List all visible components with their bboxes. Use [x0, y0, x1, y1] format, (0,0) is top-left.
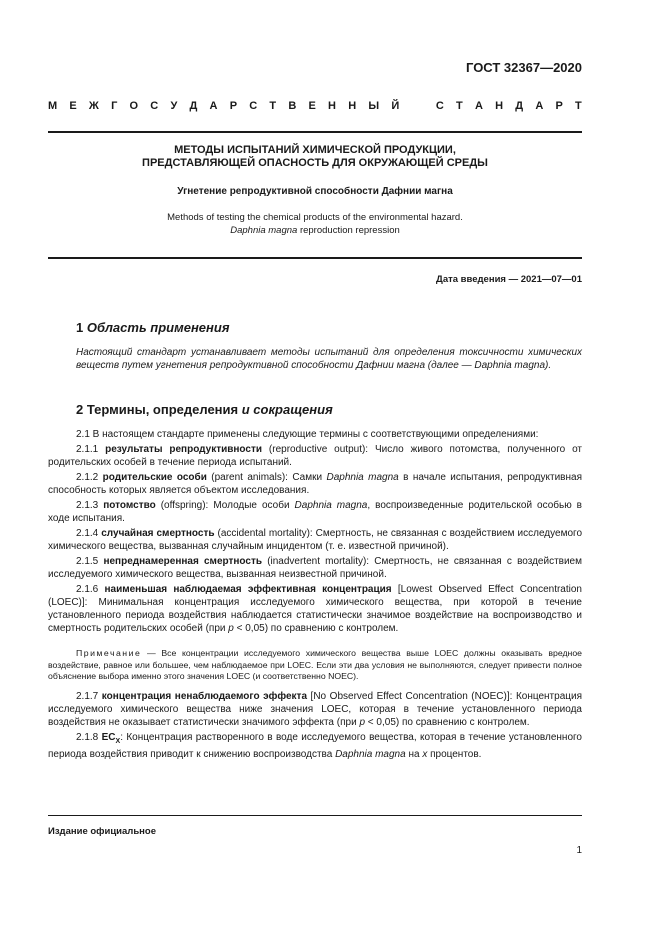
standard-code: ГОСТ 32367—2020 [466, 60, 582, 75]
interstate-letter: О [129, 100, 139, 112]
paragraph-2-1-6: 2.1.6 наименьшая наблюдаемая эффективная концентрация [Lowest Observed Effect Concentration (LOEC)]: Минимальная концентрация исследуемого химического вещества, при которой в течение установленного периода воздействия наблюдается статистически значимое воздействие на воспроизводство и смертность родительских особей (при p < 0,05) по сравнению с контролем. [48, 584, 582, 634]
interstate-letter: А [535, 100, 544, 112]
paragraph-2-1-1: 2.1.1 результаты репродуктивности (reproductive output): Число живого потомства, полученного от родительских особей в течение периода испытаний. [48, 444, 583, 468]
interstate-letter: Н [328, 100, 336, 112]
section-1-text: Настоящий стандарт устанавливает методы испытаний для определения токсичности химических веществ путем угнетения репродуктивной способности Дафнии магна (далее — Daphnia magna). [76, 347, 582, 371]
interstate-letter: Е [69, 100, 77, 112]
section-2-heading: 2 Термины, определения и сокращения [76, 402, 333, 417]
interstate-standard-heading [48, 100, 582, 112]
document-subtitle: Угнетение репродуктивной способности Дафнии магна [177, 186, 453, 197]
interstate-letter: А [209, 100, 218, 112]
interstate-letter: Е [308, 100, 316, 112]
paragraph-2-1-3: 2.1.3 потомство (offspring): Молодые особи Daphnia magna, воспроизведенные родительской особью в ходе испытания. [48, 500, 582, 524]
page-number: 1 [576, 845, 582, 856]
footer-rule [48, 815, 582, 816]
note-paragraph: Примечание — Все концентрации исследуемого химического вещества выше LOEC должны оказывать вредное воздействие, равное или большее, чем наблюдаемое при LOEC. Если эти два условия не выполняются, следует привести полное объяснение выбора именно этого значения LOEC (и соответственно NOEC). [48, 648, 582, 681]
interstate-letter: Н [348, 100, 357, 112]
interstate-letter: Ж [88, 100, 99, 112]
section-1-heading: 1 Область применения [76, 320, 230, 335]
paragraph-2-1: 2.1 В настоящем стандарте применены следующие термины с соответствующими определениями: [76, 429, 539, 440]
interstate-letter: У [170, 100, 178, 112]
interstate-letter: Р [229, 100, 238, 112]
paragraph-2-1-7: 2.1.7 концентрация ненаблюдаемого эффекта [No Observed Effect Concentration (NOEC)]: Концентрация исследуемого химического вещества ниже значения LOEC, которая в течение установленного периода воздействия не оказывает статистически значимого эффекта (при p < 0,05) по сравнению с контролем. [48, 691, 582, 728]
english-title-line-2: Daphnia magna reproduction repression [230, 224, 400, 236]
english-title-line-1: Methods of testing the chemical products of the environmental hazard. [167, 212, 463, 223]
title-line-2: ПРЕДСТАВЛЯЮЩЕЙ ОПАСНОСТЬ ДЛЯ ОКРУЖАЮЩЕЙ СРЕДЫ [142, 157, 488, 169]
interstate-letter: Й [391, 100, 400, 112]
document-title [48, 144, 582, 170]
interstate-letter: В [288, 100, 297, 112]
interstate-letter: Т [269, 100, 277, 112]
section-2-body-continued [48, 690, 582, 763]
interstate-letter: А [474, 100, 483, 112]
edition-label: Издание официальное [48, 826, 156, 837]
interstate-letter: Р [555, 100, 563, 112]
interstate-letter: С [435, 100, 444, 112]
introduction-date: Дата введения — 2021—07—01 [436, 274, 582, 285]
paragraph-2-1-2: 2.1.2 родительские особи (parent animals): Самки Daphnia magna в начале испытания, репродуктивная способность которых является объектом исследования. [48, 472, 582, 496]
interstate-letter: Д [515, 100, 524, 112]
interstate-letter: Г [111, 100, 118, 112]
interstate-letter: С [249, 100, 258, 112]
interstate-letter: С [150, 100, 159, 112]
note [48, 648, 582, 683]
paragraph-2-1-8: 2.1.8 $EC_X$: Концентрация растворенного в воде исследуемого вещества, которая в течение установленного периода воздействия приводит к снижению воспроизводства Daphnia magna на x процентов. [48, 732, 582, 760]
interstate-letter: Д [189, 100, 198, 112]
interstate-letter: Т [456, 100, 463, 112]
title-line-1: МЕТОДЫ ИСПЫТАНИЙ ХИМИЧЕСКОЙ ПРОДУКЦИИ, [174, 144, 456, 156]
paragraph-2-1-5: 2.1.5 непреднамеренная смертность (inadvertent mortality): Смертность, не связанная с воздействием исследуемого химического вещества, вызванная неизвестной причиной. [48, 556, 582, 580]
title-rule [48, 257, 582, 259]
section-2-body [48, 428, 582, 637]
header-rule [48, 131, 582, 133]
paragraph-2-1-4: 2.1.4 случайная смертность (accidental mortality): Смертность, не связанная с воздействием исследуемого химического вещества, вызванная случайным инцидентом (т. е. известной причиной). [48, 528, 583, 552]
interstate-letter: М [48, 100, 58, 112]
interstate-letter: Ы [368, 100, 380, 112]
interstate-letter: Н [495, 100, 504, 112]
english-title [48, 212, 582, 237]
interstate-letter: Т [575, 100, 582, 112]
